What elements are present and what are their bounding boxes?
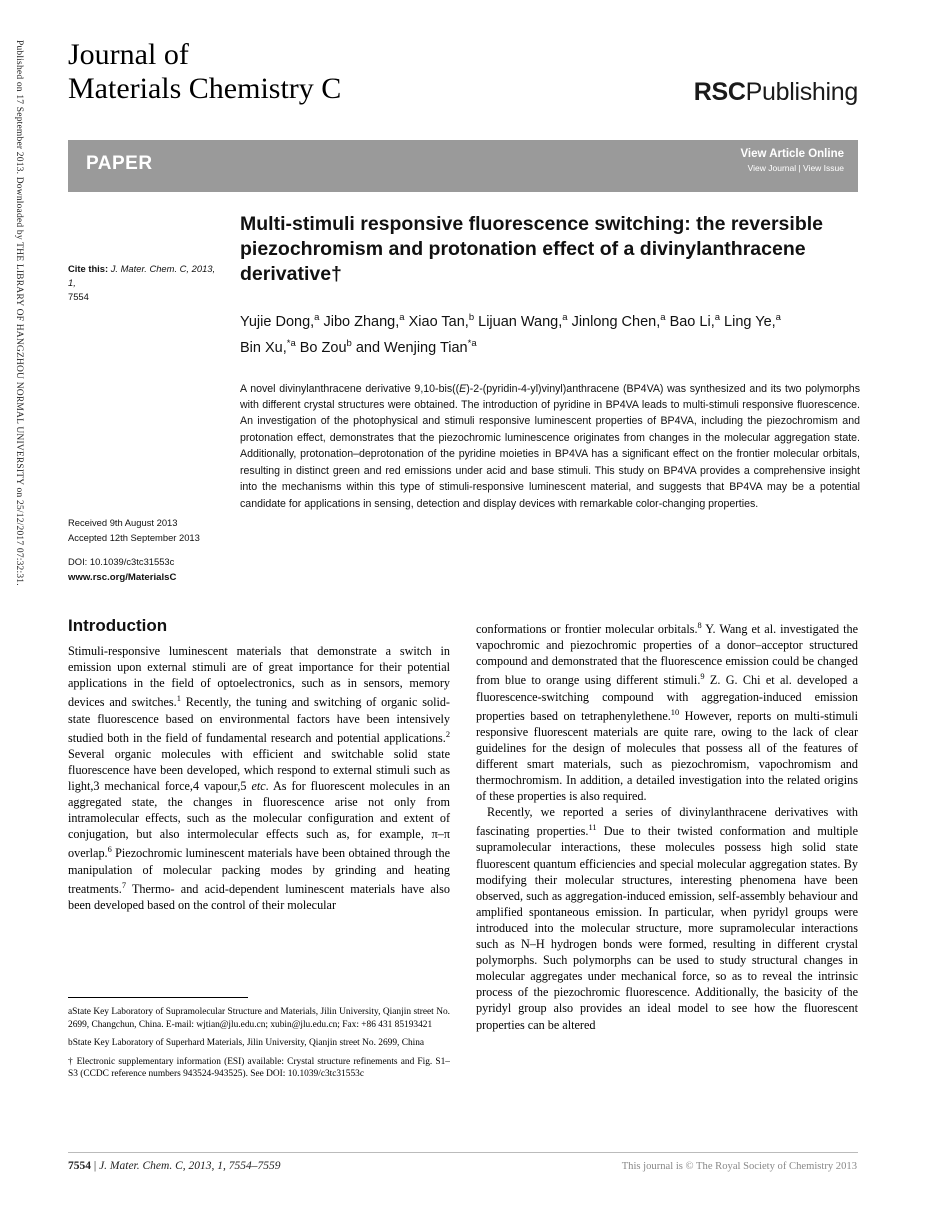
rsc-logo-bold: RSC <box>693 78 746 106</box>
dates-block <box>68 516 228 570</box>
footer-citation: J. Mater. Chem. C, 2013, 1, 7554–7559 <box>99 1160 281 1172</box>
accepted-date: Accepted 12th September 2013 <box>68 531 200 543</box>
paper-type-banner <box>68 140 858 192</box>
paragraph: Stimuli-responsive luminescent materials that demonstrate a switch in emission upon external stimuli are of great importance for their potential applications in the field of optoelectronics, such as in sensors, memory devices and switches.$^1$ Recently, the tuning and switching of organic solid-state fluorescence based on environmental factors have been intensively studied both in the field of fundamental research and potential applications.$^2$ Several organic molecules with efficient and switchable solid state fluorescence have been developed, which respond to external stimuli such as light,3 mechanical force,4 vapour,5 etc. As for fluorescent molecules in an aggregated state, the changes in fluorescence arise not only from intramolecular effects, such as the molecular configuration and extent of conjugation, but also intermolecular effects such as, for example, π–π overlap.$^6$ Piezochromic luminescent materials have been obtained through the manipulation of molecular packing modes by grinding and heating treatments.$^7$ Thermo- and acid-dependent luminescent materials have also been developed based on the control of their molecular <box>68 644 451 912</box>
journal-title-line1: Journal of <box>68 38 189 71</box>
footnote-esi: † Electronic supplementary information (ESI) available: Crystal structure refinements and Fig. S1–S3 (CCDC reference numbers 943524-943525). See DOI: 10.1039/c3tc31553c <box>68 1056 450 1080</box>
footnote-affiliation-a: aState Key Laboratory of Supramolecular Structure and Materials, Jilin University, Qianjin street No. 2699, Changchun, China. E-mail: wjtian@jlu.edu.cn; xubin@jlu.edu.cn; Fax: +86 431 85193421 <box>68 1007 450 1030</box>
page-title: Multi-stimuli responsive fluorescence switching: the reversible piezochromism and protonation effect of a divinylanthracene derivative† <box>240 213 823 285</box>
view-journal-issue-links[interactable]: View Journal | View Issue <box>747 163 844 173</box>
received-date: Received 9th August 2013 <box>68 517 178 528</box>
footnote-affiliation-b: bState Key Laboratory of Superhard Materials, Jilin University, Qianjin street No. 2699, China <box>68 1038 425 1049</box>
view-article-online-block[interactable] <box>740 148 844 173</box>
footer-page-number: 7554 <box>68 1160 91 1172</box>
abstract-text: A novel divinylanthracene derivative 9,10-bis((E)-2-(pyridin-4-yl)vinyl)anthracene (BP4VA) was synthesized and its two polymorphs with different crystal structures were obtained. The introduction of pyridine in BP4VA leads to multi-stimuli responsive fluorescence. An investigation of the photophysical and stimuli responsive luminescent properties of BP4VA, including the piezochromism and protonation effect, demonstrates that the piezochromic luminescence originates from changes in the molecular aggregation state. Additionally, protonation–deprotonation of the pyridine moieties in BP4VA has a significant effect on the frontier molecular orbitals, resulting in distinct green and red emissions under acid and base stimuli. This study on BP4VA provides a comprehensive insight into the mechanisms within this type of stimuli-responsive luminescent material, and suggests that BP4VA may be a potential candidate for applications in sensing, detection and display devices with remarkable color-changing properties. <box>240 382 860 510</box>
paper-type-label: PAPER <box>86 153 153 174</box>
footer-divider <box>68 1152 858 1153</box>
journal-website-link[interactable]: www.rsc.org/MaterialsC <box>68 572 177 583</box>
cite-this-page: 7554 <box>68 291 89 302</box>
author-list <box>240 307 860 359</box>
author-line-2: Bin Xu,$^{*a}$ Bo Zou$^b$ and Wenjing Tian$^{*a}$ <box>240 337 477 356</box>
view-article-online-link[interactable]: View Article Online <box>740 148 844 160</box>
journal-title-line2: Materials Chemistry C <box>68 72 342 105</box>
section-heading-introduction: Introduction <box>68 616 168 635</box>
footnote-divider <box>68 997 248 998</box>
download-watermark: Published on 17 September 2013. Downloaded by THE LIBRARY OF HANGZHOU NORMAL UNIVERSITY on 25/12/2017 07:32:31. <box>14 40 24 586</box>
paragraph: conformations or frontier molecular orbitals.$^8$ Y. Wang et al. investigated the vapochromic and piezochromic properties of a donor–acceptor structured compound and demonstrated that the fluorescence emission could be changed from blue to orange using different stimuli.$^9$ Z. G. Chi et al. developed a fluorescence-switching compound with aggregation-induced emission properties based on tetraphenylethene.$^{10}$ However, reports on multi-stimuli responsive fluorescent materials are quite rare, owing to the lack of clear guidelines for the design of molecules that possess all of the features of different smart materials, such as piezochromism, vapochromism and thermochromism. In addition, a detailed investigation into the related origins of these properties is also required. <box>476 621 858 804</box>
body-column-left <box>68 618 450 913</box>
author-line-1: Yujie Dong,$^a$ Jibo Zhang,$^a$ Xiao Tan,$^b$ Lijuan Wang,$^a$ Jinlong Chen,$^a$ Bao Li,$^a$ Ling Ye,$^a$ <box>240 312 781 330</box>
paragraph: Recently, we reported a series of divinylanthracene derivatives with fascinating properties.$^{11}$ Due to their twisted conformation and multiple supramolecular interactions, these molecules possess high solid state fluorescent quantum efficiencies and special molecular aggregation states. By modifying their molecular structures, interesting phenomena have been observed, such as aggregation-induced emission, self-assembly behaviour and amplified spontaneous emission. In particular, when pyridyl groups were introduced into the molecular structure, more supramolecular interactions such as N–H hydrogen bonds were formed, resulting in different crystal polymorphs. Such polymorphs can be used to study structural changes in molecular aggregates under mechanical force, so as to reveal the intrinsic process of the piezochromic fluorescence. Additionally, the basicity of the pyridyl group also provides an ideal model to see how the fluorescent properties can be altered <box>476 805 858 1032</box>
cite-this-block <box>68 262 218 304</box>
masthead <box>68 38 858 126</box>
footer-separator: | <box>93 1160 97 1172</box>
rsc-publishing-logo <box>694 78 858 107</box>
doi-text: DOI: 10.1039/c3tc31553c <box>68 556 175 567</box>
title-block <box>240 212 860 512</box>
footer-left <box>68 1160 281 1172</box>
body-column-right <box>476 618 858 1033</box>
rsc-logo-light: Publishing <box>745 78 858 106</box>
cite-this-citation: J. Mater. Chem. C, 2013, 1, <box>68 263 216 288</box>
footer-copyright: This journal is © The Royal Society of Chemistry 2013 <box>621 1161 857 1172</box>
cite-this-label: Cite this: <box>68 263 109 274</box>
footnotes-block <box>68 1006 450 1087</box>
